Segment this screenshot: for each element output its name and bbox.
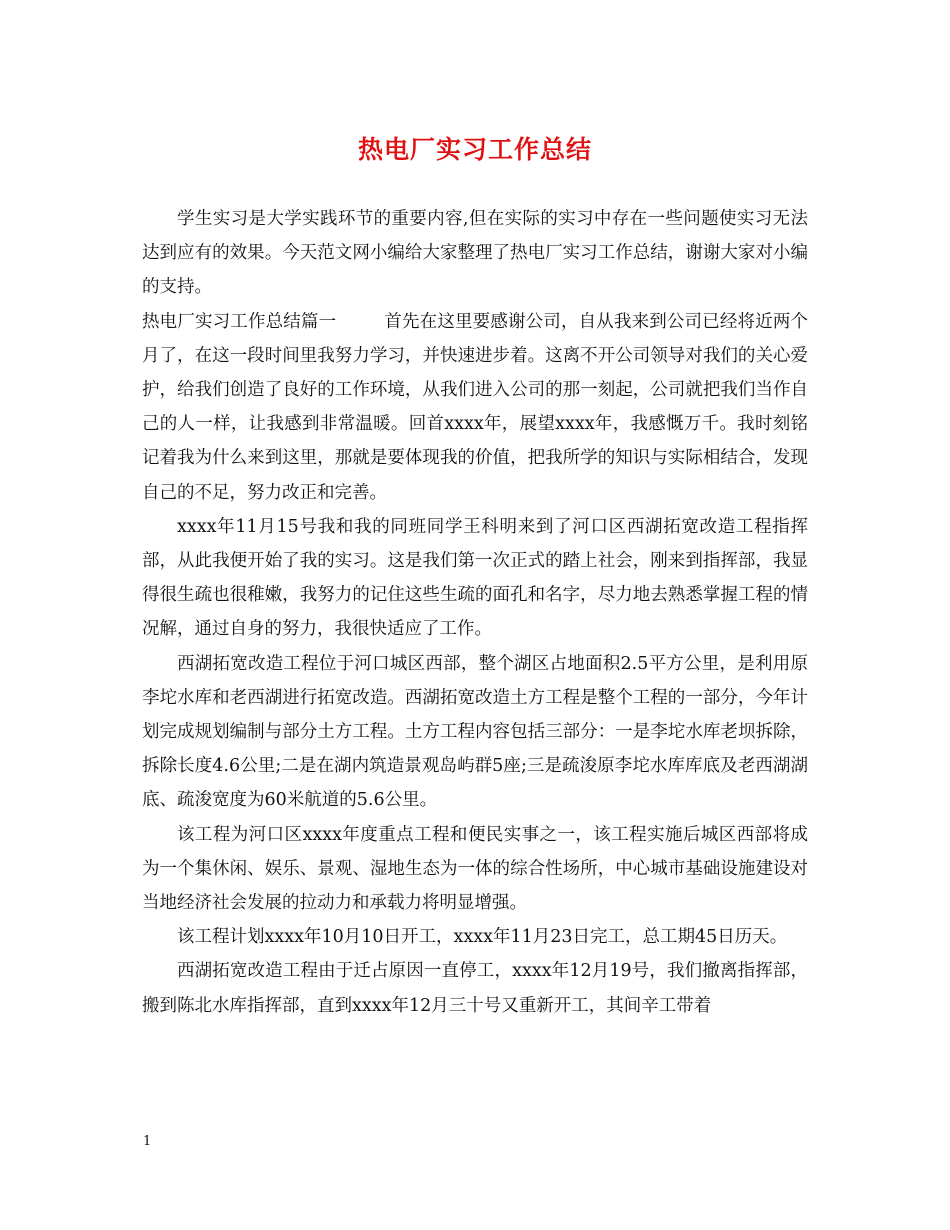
intro-paragraph: 学生实习是大学实践环节的重要内容,但在实际的实习中存在一些问题使实习无法达到应有的效果。今天范文网小编给大家整理了热电厂实习工作总结，谢谢大家对小编的支持。 (142, 209, 808, 298)
body-paragraph-3: 该工程为河口区xxxx年度重点工程和便民实事之一，该工程实施后城区西部将成为一个集休闲、娱乐、景观、湿地生态为一体的综合性场所，中心城市基础设施建设对当地经济社会发展的拉动力和承载力将明显增强。 (142, 824, 808, 914)
body-paragraph-2: 西湖拓宽改造工程位于河口城区西部，整个湖区占地面积2.5平方公里，是利用原李坨水库和老西湖进行拓宽改造。西湖拓宽改造土方工程是整个工程的一部分，今年计划完成规划编制与部分土方工程。土方工程内容包括三部分：一是李坨水库老坝拆除，拆除长度4.6公里;二是在湖内筑造景观岛屿群5座;三是疏浚原李坨水库库底及老西湖湖底、疏浚宽度为60米航道的5.6公里。 (142, 653, 808, 811)
body-paragraph-4: 该工程计划xxxx年10月10日开工，xxxx年11月23日完工，总工期45日历天。 (177, 927, 788, 948)
page-number: 1 (143, 1134, 152, 1149)
document-title: 热电厂实习工作总结 (357, 135, 592, 164)
section-heading: 热电厂实习工作总结篇一 (142, 311, 337, 332)
body-paragraph-5: 西湖拓宽改造工程由于迁占原因一直停工，xxxx年12月19号，我们撤离指挥部，搬到陈北水库指挥部，直到xxxx年12月三十号又重新开工，其间辛工带着 (142, 961, 808, 1016)
body-paragraph-1: xxxx年11月15号我和我的同班同学王科明来到了河口区西湖拓宽改造工程指挥部，从此我便开始了我的实习。这是我们第一次正式的踏上社会，刚来到指挥部，我显得很生疏也很稚嫩，我努力的记住这些生疏的面孔和名字，尽力地去熟悉掌握工程的情况解，通过自身的努力，我很快适应了工作。 (142, 516, 808, 640)
document-body (142, 202, 808, 1023)
section-first-text: 首先在这里要感谢公司，自从我来到公司已经将近两个月了，在这一段时间里我努力学习，并快速进步着。这离不开公司领导对我们的关心爱护，给我们创造了良好的工作环境，从我们进入公司的那一刻起，公司就把我们当作自己的人一样，让我感到非常温暖。回首xxxx年，展望xxxx年，我感慨万千。我时刻铭记着我为什么来到这里，那就是要体现我的价值，把我所学的知识与实际相结合，发现自己的不足，努力改正和完善。 (142, 311, 809, 503)
section-paragraph (142, 305, 808, 510)
